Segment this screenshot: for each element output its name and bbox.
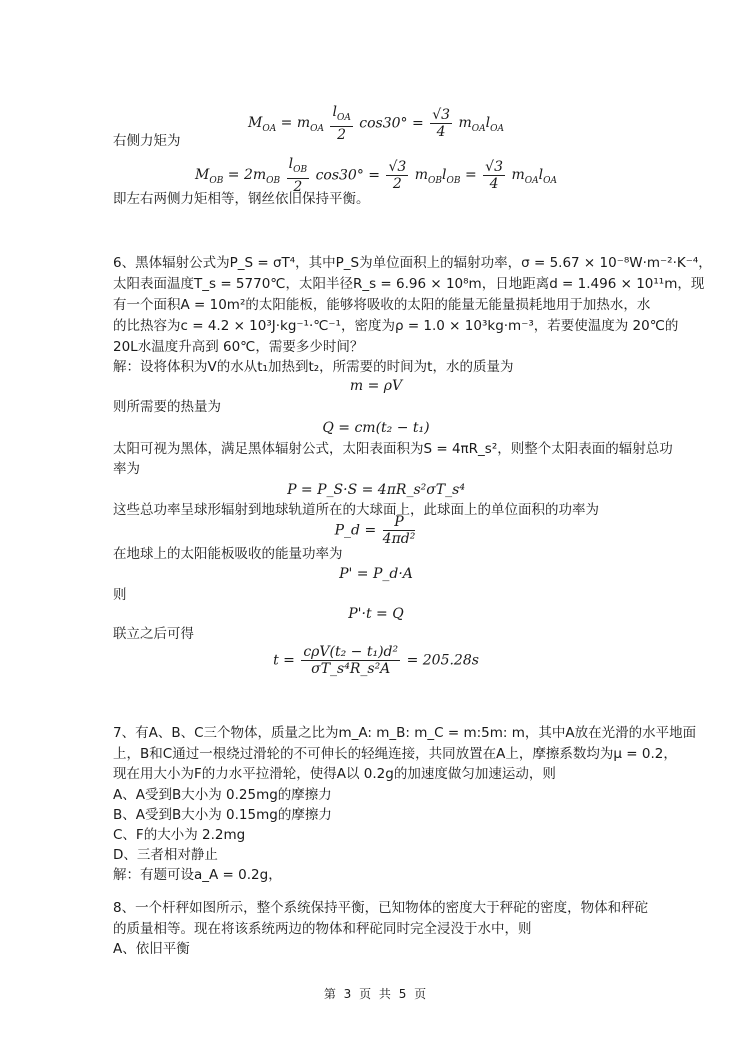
problem8-option-a: A、依旧平衡 [113, 941, 190, 957]
balance-conclusion: 即左右两侧力矩相等，钢丝依旧保持平衡。 [113, 191, 370, 207]
equation-moment-ob: $M_{OB} = 2m_{OB}$ $\frac{l_{OB}}{2}$ cos30° = $\frac{√3}{2}$ $m_{OB}l_{OB}$ = $\frac{√3}{4}$ $m_{OA}l_{OA}$ [195, 156, 557, 195]
sphere-line: 这些总功率呈球形辐射到地球轨道所在的大球面上，此球面上的单位面积的功率为 [113, 502, 599, 518]
problem6-line5: 20L水温度升高到 60℃，需要多少时间？ [113, 339, 364, 355]
sun-line2: 率为 [113, 461, 140, 477]
equation-time [0, 644, 752, 677]
right-moment-label: 右侧力矩为 [113, 133, 181, 149]
problem7-line1: 7、有A、B、C三个物体，质量之比为m_A: m_B: m_C = m:5m: m，其中A放在光滑的水平地面 [113, 725, 697, 741]
equation-energy: P'·t = Q [348, 606, 404, 622]
problem6-line4: 的比热容为c = 4.2 × 10³J·kg⁻¹·℃⁻¹，密度为ρ = 1.0 × 10³kg·m⁻³，若要使温度为 20℃的 [113, 318, 679, 334]
time-denominator: σT_s⁴R_s²A [311, 661, 391, 677]
pd-lhs: P_d = [334, 522, 377, 539]
problem8-line2: 的质量相等。现在将该系统两边的物体和秤砣同时完全浸没于水中，则 [113, 921, 532, 937]
problem7-line2: 上，B和C通过一根绕过滑轮的不可伸长的轻绳连接，共同放置在A上，摩擦系数均为μ = 0.2， [113, 746, 677, 762]
problem8-line1: 8、一个杆秤如图所示，整个系统保持平衡，已知物体的密度大于秤砣的密度，物体和秤砣 [113, 900, 649, 916]
equation-total-power: P = P_S·S = 4πR_s²σT_s⁴ [287, 482, 465, 498]
panel-line: 在地球上的太阳能板吸收的能量功率为 [113, 546, 343, 562]
equation-pd [0, 514, 752, 547]
sun-line1: 太阳可视为黑体，满足黑体辐射公式，太阳表面积为S = 4πR_s²，则整个太阳表面的辐射总功 [113, 441, 673, 457]
problem7-option-c: C、F的大小为 2.2mg [113, 827, 246, 843]
problem6-solution-intro: 解：设将体积为V的水从t₁加热到t₂，所需要的时间为t，水的质量为 [113, 359, 514, 375]
problem7-option-d: D、三者相对静止 [113, 847, 218, 863]
pd-denominator: 4πd² [382, 531, 416, 547]
equation-panel-power: P' = P_d·A [339, 566, 413, 582]
equation-heat: Q = cm(t₂ − t₁) [322, 420, 430, 436]
time-result: = 205.28s [406, 652, 479, 669]
then-label: 则 [113, 587, 127, 603]
problem6-line3: 有一个面积A = 10m²的太阳能板，能够将吸收的太阳的能量无能量损耗地用于加热水，水 [113, 297, 651, 313]
equation-moment-oa: $M_{OA} = m_{OA}$ $\frac{l_{OA}}{2}$ cos30° = $\frac{√3}{4}$ $m_{OA}l_{OA}$ [247, 104, 505, 143]
pd-numerator: P [383, 514, 416, 531]
problem6-line1: 6、黑体辐射公式为P_S = σT⁴，其中P_S为单位面积上的辐射功率，σ = 5.67 × 10⁻⁸W·m⁻²·K⁻⁴， [113, 255, 712, 271]
heat-label: 则所需要的热量为 [113, 399, 221, 415]
page-footer: 第 3 页 共 5 页 [323, 987, 429, 1001]
problem6-line2: 太阳表面温度T_s = 5770℃，太阳半径R_s = 6.96 × 10⁸m，日地距离d = 1.496 × 10¹¹m，现 [113, 276, 705, 292]
problem7-solution: 解：有题可设a_A = 0.2g， [113, 867, 282, 883]
time-lhs: t = [273, 652, 295, 669]
problem7-line3: 现在用大小为F的力水平拉滑轮，使得A以 0.2g的加速度做匀加速运动，则 [113, 766, 556, 782]
problem7-option-a: A、A受到B大小为 0.25mg的摩擦力 [113, 787, 332, 803]
problem7-option-b: B、A受到B大小为 0.15mg的摩擦力 [113, 807, 332, 823]
combine-label: 联立之后可得 [113, 626, 194, 642]
equation-mass: m = ρV [349, 378, 403, 394]
time-numerator: cρV(t₂ − t₁)d² [303, 644, 399, 660]
